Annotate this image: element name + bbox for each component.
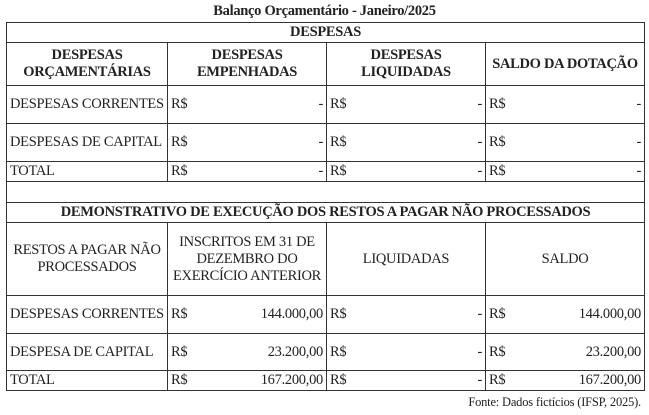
despesas-section-title: DESPESAS — [7, 23, 645, 43]
currency-cell — [168, 371, 327, 391]
currency-symbol: R$ — [489, 372, 506, 388]
cell-value: - — [477, 96, 482, 112]
cell-value: - — [318, 163, 323, 179]
table-row — [7, 86, 645, 124]
currency-cell — [327, 162, 486, 182]
currency-symbol: R$ — [330, 306, 347, 322]
currency-symbol: R$ — [489, 163, 506, 179]
table-row — [7, 334, 645, 371]
column-header: LIQUIDADAS — [327, 223, 486, 296]
column-header: DESPESAS ORÇAMENTÁRIAS — [7, 43, 168, 86]
column-header: INSCRITOS EM 31 DE DEZEMBRO DO EXERCÍCIO ANTERIOR — [168, 223, 327, 296]
currency-symbol: R$ — [489, 343, 506, 360]
cell-value: - — [318, 96, 323, 112]
currency-cell — [168, 334, 327, 371]
currency-cell — [327, 86, 486, 124]
currency-cell — [168, 124, 327, 162]
currency-symbol: R$ — [489, 306, 506, 322]
row-label: DESPESAS CORRENTES — [7, 296, 168, 334]
cell-value: - — [477, 372, 482, 388]
currency-symbol: R$ — [171, 343, 188, 360]
currency-cell — [486, 371, 645, 391]
cell-value: - — [477, 163, 482, 179]
table-row — [7, 296, 645, 334]
source-note: Fonte: Dados fictícios (IFSP, 2025). — [468, 395, 641, 409]
table-title: Balanço Orçamentário - Janeiro/2025 — [213, 3, 436, 19]
column-header: DESPESAS LIQUIDADAS — [327, 43, 486, 86]
cell-value: 167.200,00 — [260, 372, 323, 388]
currency-cell — [327, 296, 486, 334]
column-header: DESPESAS EMPENHADAS — [168, 43, 327, 86]
currency-cell — [486, 124, 645, 162]
table-row — [7, 371, 645, 391]
blank-separator-row — [7, 182, 645, 203]
restos-section-title: DEMONSTRATIVO DE EXECUÇÃO DOS RESTOS A PAGAR NÃO PROCESSADOS — [7, 203, 645, 223]
column-header: SALDO DA DOTAÇÃO — [486, 43, 645, 86]
currency-cell — [168, 86, 327, 124]
cell-value: - — [636, 96, 641, 112]
currency-symbol: R$ — [330, 96, 347, 112]
cell-value: - — [477, 343, 482, 360]
table-row — [7, 124, 645, 162]
currency-symbol: R$ — [489, 96, 506, 112]
cell-value: - — [636, 163, 641, 179]
cell-value: - — [318, 134, 323, 150]
row-label: TOTAL — [7, 371, 168, 391]
table-row — [7, 162, 645, 182]
currency-cell — [327, 124, 486, 162]
currency-symbol: R$ — [171, 306, 188, 322]
cell-value: 144.000,00 — [260, 306, 323, 322]
currency-symbol: R$ — [171, 134, 188, 150]
row-label: DESPESAS DE CAPITAL — [7, 124, 168, 162]
currency-symbol: R$ — [171, 372, 188, 388]
currency-cell — [327, 371, 486, 391]
row-label: TOTAL — [7, 162, 168, 182]
currency-symbol: R$ — [171, 163, 188, 179]
currency-cell — [486, 162, 645, 182]
column-header: SALDO — [486, 223, 645, 296]
currency-symbol: R$ — [330, 134, 347, 150]
row-label: DESPESA DE CAPITAL — [7, 334, 168, 371]
currency-cell — [168, 296, 327, 334]
cell-value: - — [477, 134, 482, 150]
column-header: RESTOS A PAGAR NÃO PROCESSADOS — [7, 223, 168, 296]
currency-symbol: R$ — [489, 134, 506, 150]
currency-symbol: R$ — [330, 163, 347, 179]
despesas-header-row — [7, 43, 645, 86]
cell-value: 23.200,00 — [585, 343, 641, 360]
currency-cell — [486, 334, 645, 371]
currency-cell — [168, 162, 327, 182]
balance-table — [6, 22, 645, 391]
currency-symbol: R$ — [330, 343, 347, 360]
cell-value: - — [477, 306, 482, 322]
cell-value: - — [636, 134, 641, 150]
cell-value: 167.200,00 — [578, 372, 641, 388]
currency-symbol: R$ — [330, 372, 347, 388]
currency-cell — [486, 86, 645, 124]
currency-cell — [327, 334, 486, 371]
row-label: DESPESAS CORRENTES — [7, 86, 168, 124]
currency-symbol: R$ — [171, 96, 188, 112]
cell-value: 144.000,00 — [578, 306, 641, 322]
cell-value: 23.200,00 — [267, 343, 323, 360]
restos-header-row — [7, 223, 645, 296]
currency-cell — [486, 296, 645, 334]
